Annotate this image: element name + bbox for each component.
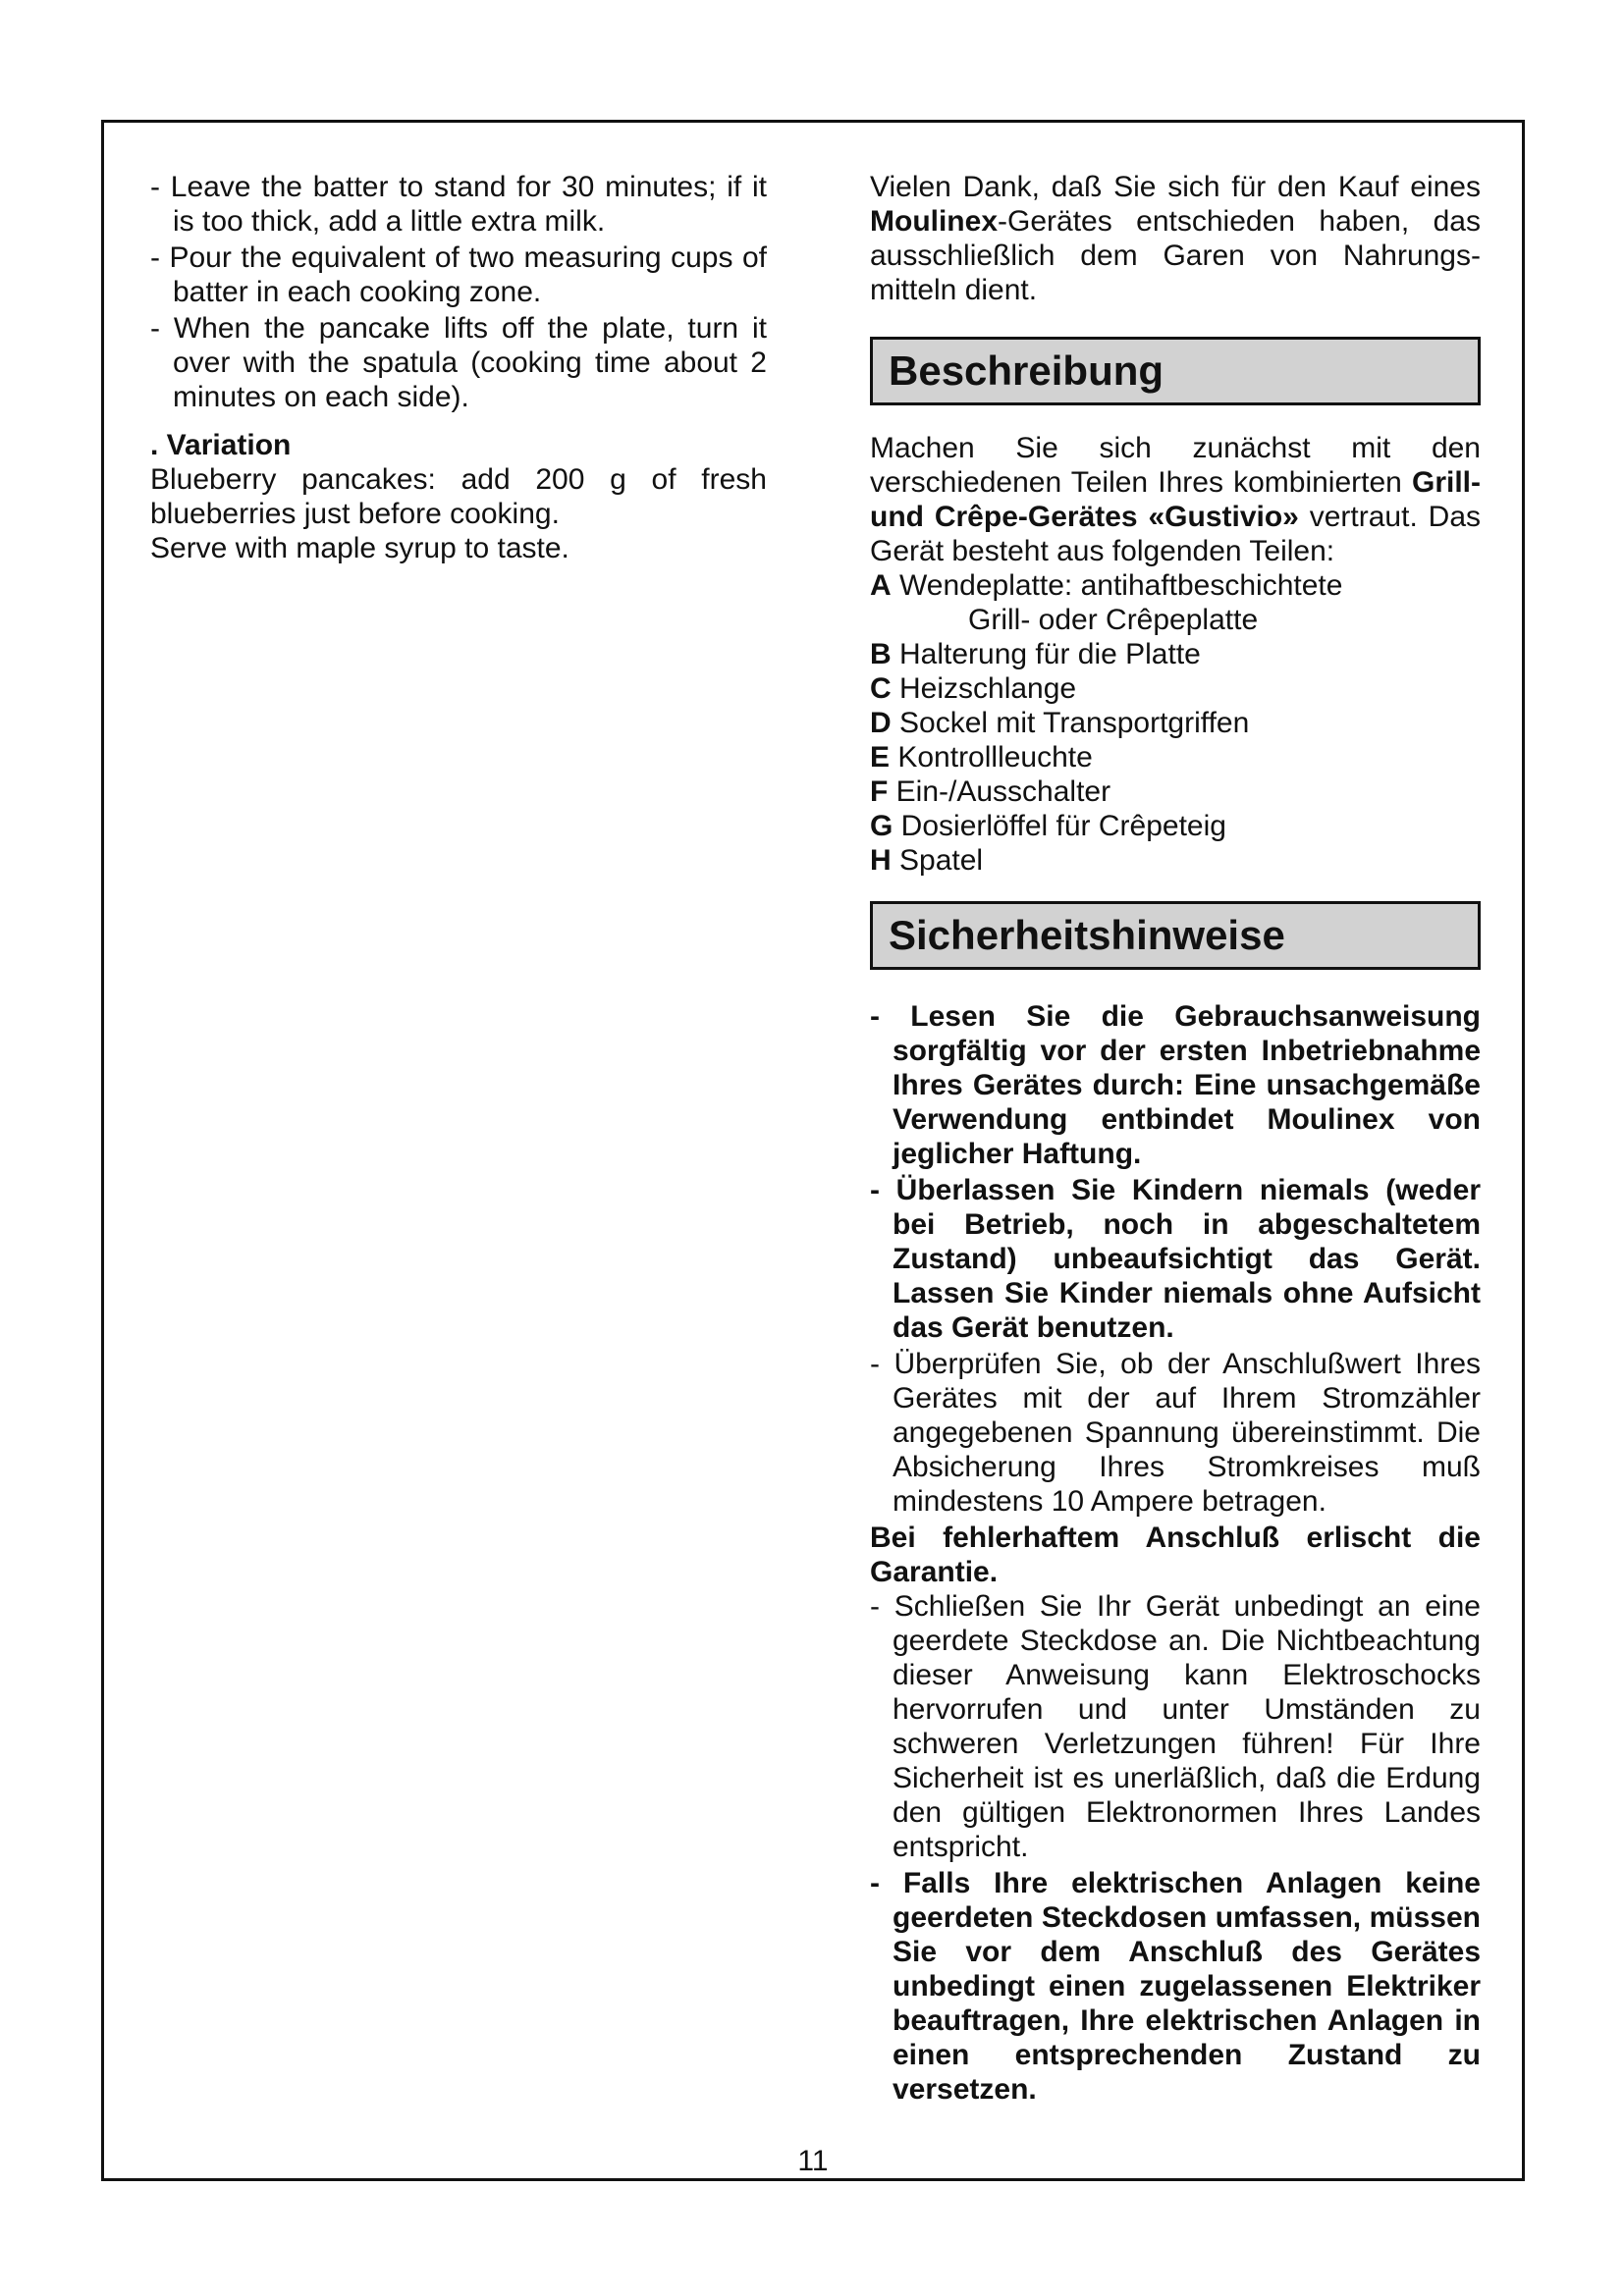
part-letter: B — [870, 638, 892, 670]
desc-post: vertraut. Das Gerät besteht aus folgenden Teilen: — [870, 501, 1482, 567]
part-letter: E — [870, 741, 891, 774]
intro-pre: Vielen Dank, daß Sie sich für den Kauf eines — [870, 171, 1481, 203]
right-column — [870, 170, 1481, 2109]
desc-pre: Machen Sie sich zunächst mit den verschiedenen Teilen Ihres kombinierten — [870, 432, 1481, 499]
part-item-a-sub: Grill- oder Crêpeplatte — [968, 604, 1259, 636]
section-heading-sicherheitshinweise: Sicherheitshinweise — [870, 901, 1481, 970]
part-item-d — [870, 706, 1481, 740]
part-item-g — [870, 809, 1481, 843]
part-text: Kontrollleuchte — [890, 741, 1093, 774]
part-text: Ein-/Ausschalter — [888, 775, 1111, 808]
part-item-a — [870, 568, 1481, 603]
intro-brand: Moulinex — [870, 205, 999, 238]
instruction-pour: - Pour the equivalent of two measuring cups of batter in each cooking zone. — [150, 241, 767, 308]
page-frame — [101, 120, 1525, 2181]
parts-list — [870, 568, 1481, 878]
warning-children: - Überlassen Sie Kindern niemals (weder bei Betrieb, noch in abgeschaltetem Zustand) unbeaufsichtigt das Gerät. Lassen Sie Kinder niemals ohne Aufsicht das Gerät benutzen. — [870, 1174, 1481, 1344]
part-text: Dosierlöffel für Crêpeteig — [893, 810, 1226, 842]
left-column — [150, 170, 767, 565]
part-text: Spatel — [891, 844, 984, 877]
part-letter: A — [870, 569, 892, 602]
part-text: Wendeplatte: antihaftbeschichtete — [891, 569, 1343, 602]
part-letter: D — [870, 707, 892, 739]
intro-paragraph — [870, 170, 1481, 307]
warning-earthing: - Schließen Sie Ihr Gerät unbedingt an eine geerdete Steckdose an. Die Nichtbeachtung dieser Anweisung kann Elektroschocks hervorrufen und unter Umständen zu schweren Verletzungen führen! Für Ihre Sicherheit ist es unerläßlich, daß die Erdung den gültigen Elektronormen Ihres Landes entspricht. — [870, 1590, 1481, 1863]
section-heading-beschreibung: Beschreibung — [870, 337, 1481, 405]
variation-heading: . Variation — [150, 429, 292, 461]
part-item-f — [870, 774, 1481, 809]
part-item-e — [870, 740, 1481, 774]
warning-read-manual: - Lesen Sie die Gebrauchsanweisung sorgfältig vor der ersten Inbetriebnahme Ihres Gerätes durch: Eine unsachgemäße Verwendung entbindet Moulinex von jeglicher Haftung. — [870, 1000, 1481, 1170]
part-letter: C — [870, 672, 892, 705]
part-letter: F — [870, 775, 889, 808]
part-text: Sockel mit Transportgriffen — [891, 707, 1250, 739]
intro-post: -Gerätes entschieden haben, das ausschließlich dem Garen von Nahrungs-mitteln dient. — [870, 205, 1481, 306]
instruction-turn: - When the pancake lifts off the plate, turn it over with the spatula (cooking time about 2 minutes on each side). — [150, 312, 767, 413]
description-paragraph — [870, 431, 1481, 568]
part-letter: G — [870, 810, 893, 842]
warning-guarantee: Bei fehlerhaftem Anschluß erlischt die Garantie. — [870, 1522, 1481, 1588]
warning-voltage: - Überprüfen Sie, ob der Anschlußwert Ihres Gerätes mit der auf Ihrem Stromzähler angegebenen Spannung übereinstimmt. Die Absicherung Ihres Stromkreises muß mindestens 10 Ampere betragen. — [870, 1348, 1481, 1518]
part-letter: H — [870, 844, 892, 877]
part-text: Heizschlange — [891, 672, 1077, 705]
serve-text: Serve with maple syrup to taste. — [150, 532, 569, 564]
variation-text: Blueberry pancakes: add 200 g of fresh blueberries just before cooking. — [150, 463, 767, 530]
desc-product: Grill- und Crêpe-Gerätes «Gustivio» — [870, 466, 1481, 533]
part-item-b — [870, 637, 1481, 671]
part-item-h — [870, 843, 1481, 878]
safety-list — [870, 999, 1481, 2107]
warning-electrician: - Falls Ihre elektrischen Anlagen keine geerdeten Steckdosen umfassen, müssen Sie vor dem Anschluß des Gerätes unbedingt einen zugelassenen Elektriker beauftragen, Ihre elektrischen Anlagen in einen entsprechenden Zustand zu versetzen. — [870, 1867, 1481, 2106]
instruction-stand: - Leave the batter to stand for 30 minutes; if it is too thick, add a little extra milk. — [150, 171, 767, 238]
page-number: 11 — [797, 2145, 829, 2177]
part-item-c — [870, 671, 1481, 706]
part-text: Halterung für die Platte — [891, 638, 1201, 670]
